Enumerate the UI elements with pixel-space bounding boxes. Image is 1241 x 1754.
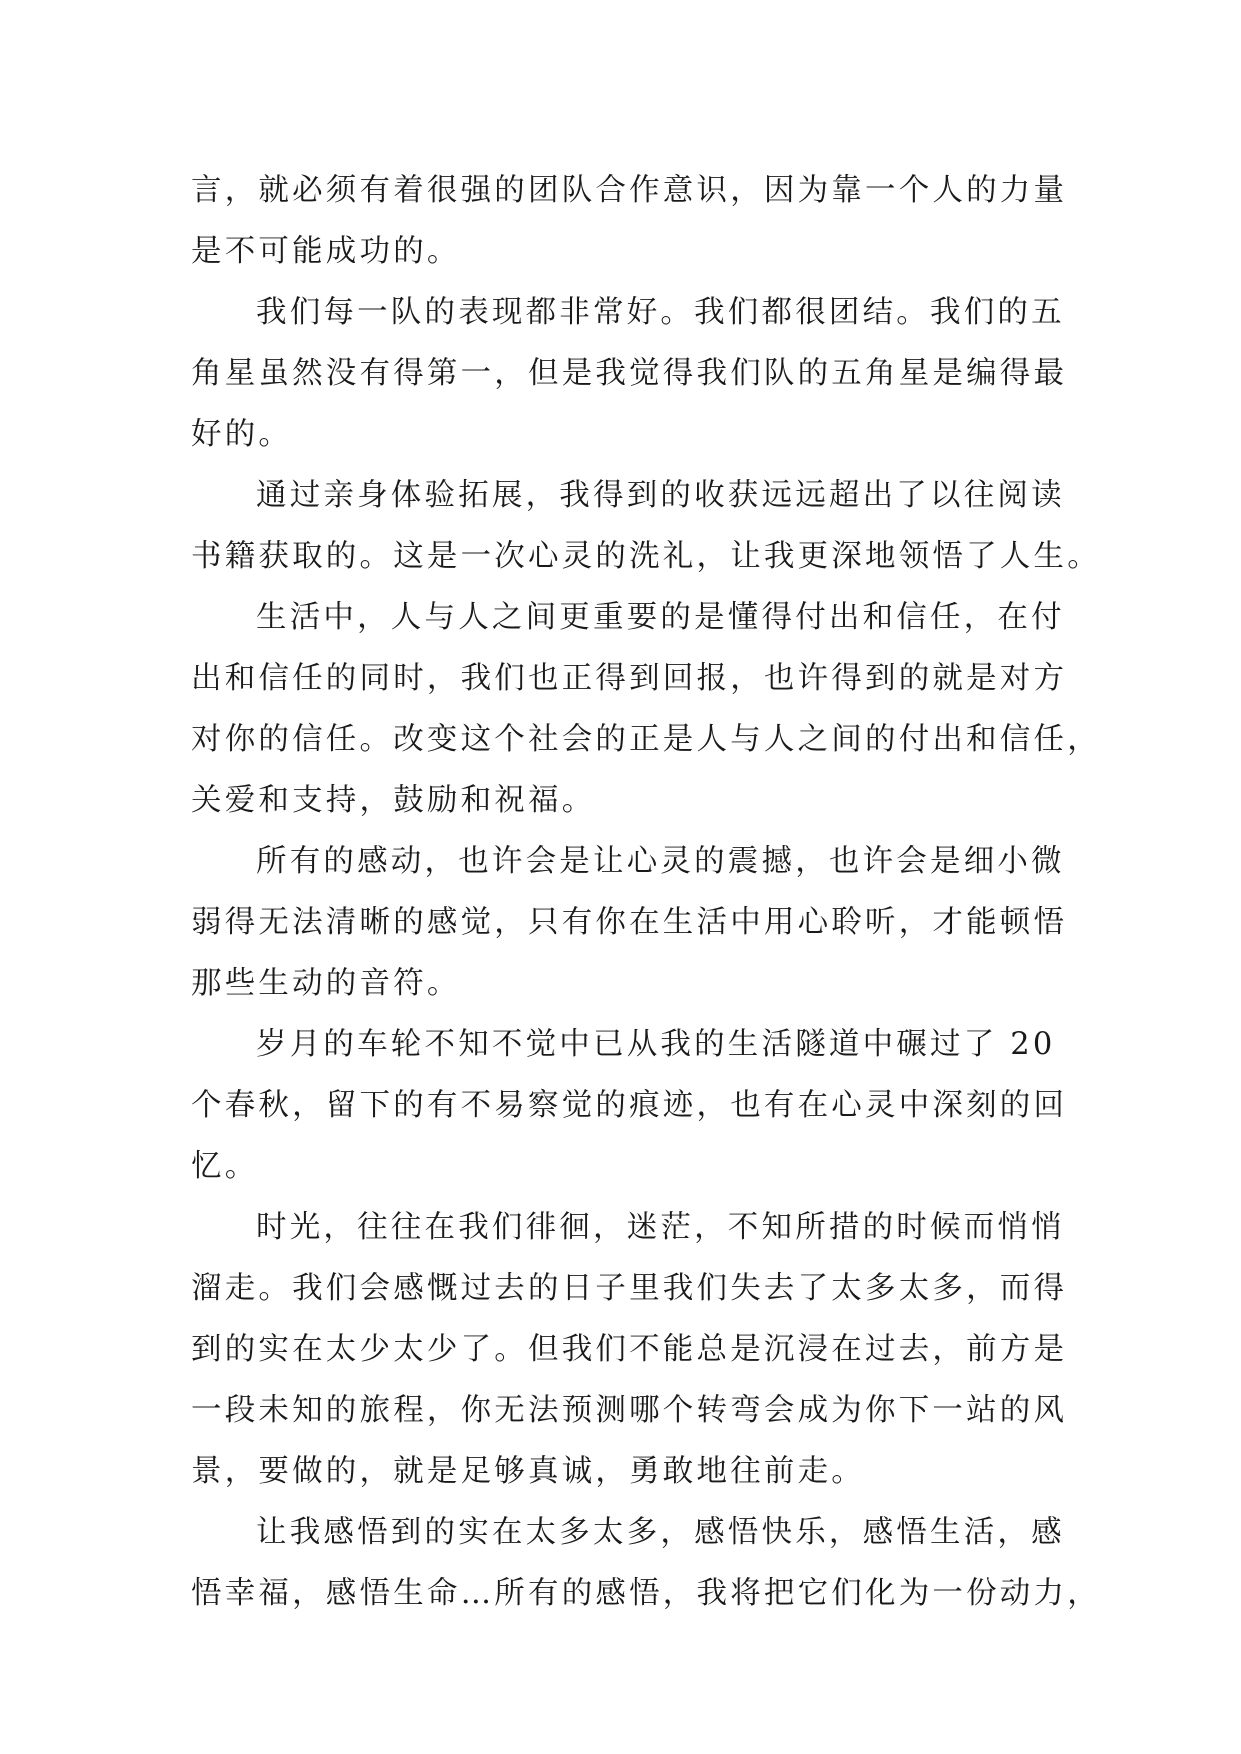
paragraph (191, 1197, 1068, 1502)
text-line: 我们每一队的表现都非常好。我们都很团结。我们的五 (256, 295, 1065, 330)
paragraph (191, 831, 1068, 1014)
text-line: 个春秋，留下的有不易察觉的痕迹，也有在心灵中深刻的回 (191, 1088, 1068, 1123)
text-line: 书籍获取的。这是一次心灵的洗礼，让我更深地领悟了人生。 (191, 539, 1101, 574)
text-line: 角星虽然没有得第一，但是我觉得我们队的五角星是编得最 (191, 356, 1068, 391)
text-line: 那些生动的音符。 (191, 966, 461, 1001)
text-line: 所有的感动，也许会是让心灵的震撼，也许会是细小微 (256, 844, 1065, 879)
paragraph (191, 1502, 1101, 1624)
text-line: 溜走。我们会感慨过去的日子里我们失去了太多太多，而得 (191, 1271, 1068, 1306)
text-line: 通过亲身体验拓展，我得到的收获远远超出了以往阅读 (256, 478, 1065, 513)
paragraph (191, 1014, 1068, 1197)
text-line: 好的。 (191, 417, 293, 452)
text-line: 对你的信任。改变这个社会的正是人与人之间的付出和信任， (191, 722, 1101, 757)
text-line: 让我感悟到的实在太多太多，感悟快乐，感悟生活，感 (256, 1515, 1065, 1550)
paragraph (191, 465, 1101, 587)
text-line: 是不可能成功的。 (191, 234, 461, 269)
text-line: 关爱和支持，鼓励和祝福。 (191, 783, 596, 818)
text-line: 言，就必须有着很强的团队合作意识，因为靠一个人的力量 (191, 173, 1068, 208)
text-line: 忆。 (191, 1149, 259, 1184)
text-line: 弱得无法清晰的感觉，只有你在生活中用心聆听，才能顿悟 (191, 905, 1068, 940)
text-line: 时光，往往在我们徘徊，迷茫，不知所措的时候而悄悄 (256, 1210, 1065, 1245)
text-line: 一段未知的旅程，你无法预测哪个转弯会成为你下一站的风 (191, 1393, 1068, 1428)
text-line: 出和信任的同时，我们也正得到回报，也许得到的就是对方 (191, 661, 1068, 696)
document-body (191, 160, 1101, 1624)
text-line: 到的实在太少太少了。但我们不能总是沉浸在过去，前方是 (191, 1332, 1068, 1367)
text-line: 悟幸福，感悟生命…所有的感悟，我将把它们化为一份动力， (191, 1576, 1101, 1611)
text-line: 生活中，人与人之间更重要的是懂得付出和信任，在付 (256, 600, 1065, 635)
text-line: 景，要做的，就是足够真诚，勇敢地往前走。 (191, 1454, 865, 1489)
paragraph (191, 160, 1068, 282)
paragraph (191, 282, 1068, 465)
paragraph (191, 587, 1101, 831)
text-line: 岁月的车轮不知不觉中已从我的生活隧道中碾过了 20 (256, 1027, 1056, 1062)
